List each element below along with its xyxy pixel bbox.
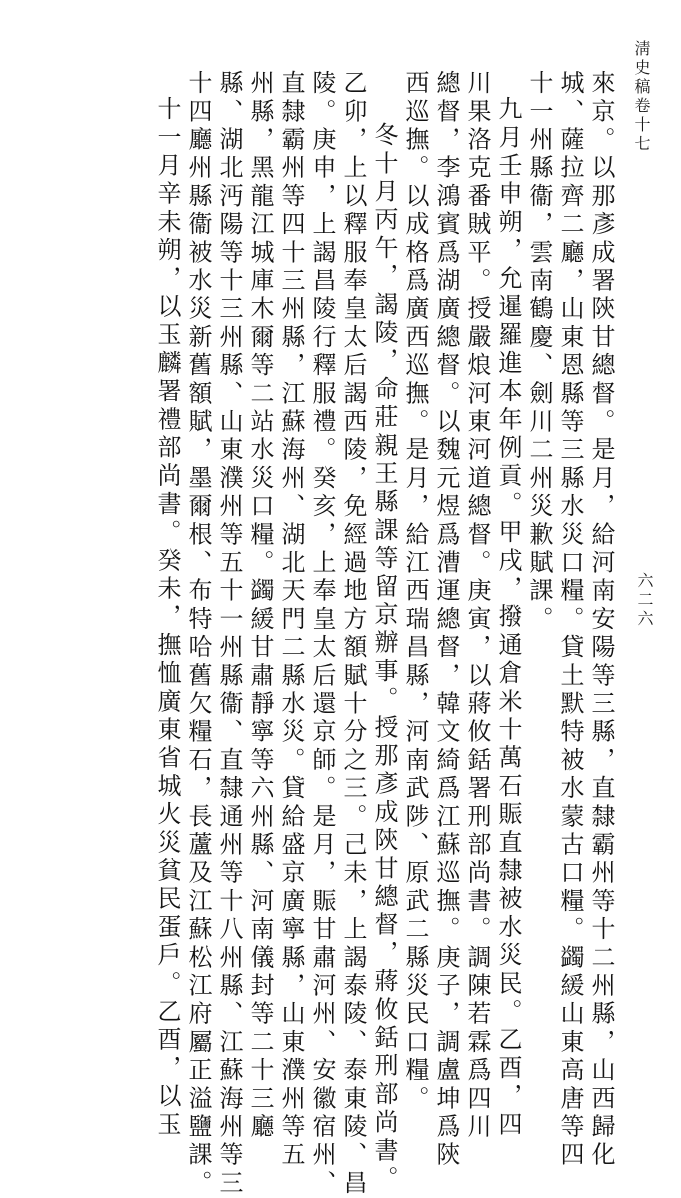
- text-column: 九月壬申朔，允暹羅進本年例貢。甲戌，撥通倉米十萬石賑直隸被水災民。乙酉，四: [494, 96, 522, 1140]
- running-header-title: 淸史稿卷十七: [632, 40, 651, 154]
- text-column: 乙卯，上以釋服奉皇太后謁西陵，免經過地方額賦十分之三。己未，上謁泰陵、泰東陵、昌: [339, 70, 367, 1198]
- text-column: 陵。庚申，上謁昌陵行釋服禮。癸亥，上奉皇太后還京師。是月，賑甘肅河州、安徽宿州、: [308, 70, 336, 1198]
- text-column: 西巡撫。以成格爲廣西巡撫。是月，給江西瑞昌縣，河南武陟、原武二縣災民口糧。: [401, 70, 429, 1114]
- text-column: 來京。以那彥成署陝甘總督。是月，給河南安陽等三縣，直隸霸州等十二州縣，山西歸化: [587, 70, 615, 1170]
- text-column: 直隸霸州等四十三州縣，江蘇海州、湖北天門二縣水災。貸給盛京廣寧縣，山東濮州等五: [277, 70, 305, 1170]
- text-column: 州縣，黑龍江城庫木爾等二站水災口糧。蠲緩甘肅靜寧等六州縣、河南儀封等二十三廳: [246, 70, 274, 1142]
- text-column: 十一州縣衞，雲南鶴慶、劍川二州災歉賦課。: [525, 70, 553, 634]
- text-column: 總督，李鴻賓爲湖廣總督。以魏元煜爲漕運總督，韓文綺爲江蘇巡撫。庚子，調盧坤爲陝: [432, 70, 460, 1170]
- text-column: 縣、湖北沔陽等十三州縣、山東濮州等五十一州縣衞、直隸通州等十八州縣、江蘇海州等三: [215, 70, 243, 1198]
- text-column: 十四廳州縣衞被水災新舊額賦，墨爾根、布特哈舊欠糧石，長蘆及江蘇松江府屬正溢鹽課。: [184, 70, 212, 1198]
- text-column: 城、薩拉齊二廳，山東恩縣等三縣水災口糧。貸土默特被水蒙古口糧。蠲緩山東高唐等四: [556, 70, 584, 1170]
- vertical-text-body: [76, 70, 616, 1198]
- text-column: 冬十月丙午，謁陵，命莊親王縣課等留京辦事。授那彥成陝甘總督，蔣攸銛刑部尚書。: [370, 122, 398, 1194]
- text-column: 十一月辛未朔，以玉麟署禮部尚書。癸未，撫恤廣東省城火災貧民蛋戶。乙酉，以玉: [153, 96, 181, 1140]
- text-column: 川果洛克番賊平。授嚴烺河東河道總督。庚寅，以蔣攸銛署刑部尚書。調陳若霖爲四川: [463, 70, 491, 1142]
- page-number: 六二六: [635, 572, 654, 629]
